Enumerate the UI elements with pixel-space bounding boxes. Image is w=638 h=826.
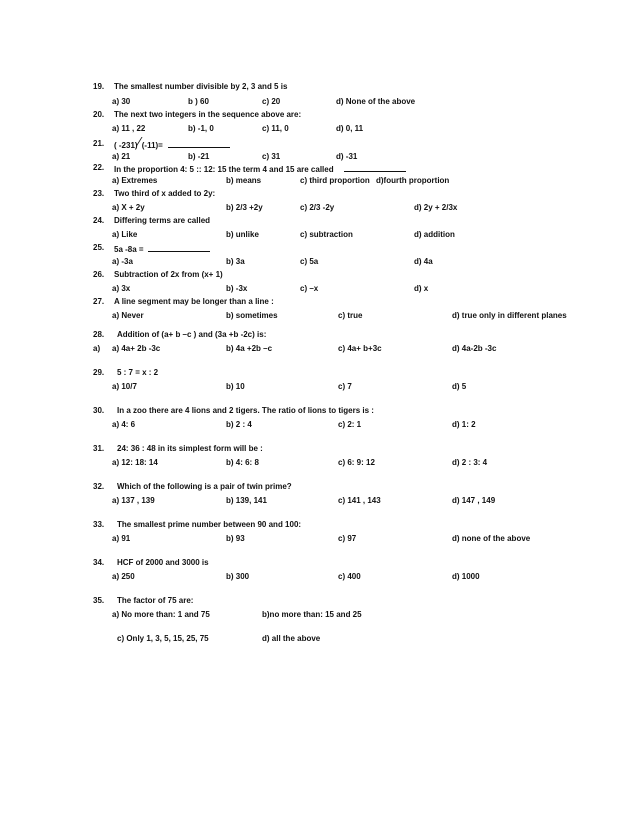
option-d: d) 4a [414,257,433,266]
option-d: d) x [414,284,429,293]
option-b: b) 10 [226,382,245,391]
option-c: c) 5a [300,257,319,266]
option-c: c) 141 , 143 [338,496,381,505]
question-number: 20. [93,110,105,119]
option-a: a) 4a+ 2b -3c [112,344,161,353]
option-c: c) subtraction [300,230,353,239]
option-c: c) 2/3 -2y [300,203,335,212]
option-a: a) -3a [112,257,133,266]
question-text: 5a -8a = [114,243,210,255]
question-text: Which of the following is a pair of twin prime? [117,482,292,491]
option-b: b) 3a [226,257,245,266]
question-number: 25. [93,243,105,252]
option-d: d) addition [414,230,455,239]
question-number: 21. [93,139,105,148]
question-text [114,134,230,151]
option-a: a) X + 2y [112,203,145,212]
option-a: a) 12: 18: 14 [112,458,158,467]
question-number: 28. [93,330,105,339]
option-d: d) 1: 2 [452,420,476,429]
option-d: d) 2 : 3: 4 [452,458,488,467]
option-b: b) -1, 0 [188,124,214,133]
option-b: b) sometimes [226,311,278,320]
option-d: d) none of the above [452,534,531,543]
option-a: a) 250 [112,572,135,581]
option-b: b) -21 [188,152,210,161]
question-text: Subtraction of 2x from (x+ 1) [114,270,223,279]
option-b: b) unlike [226,230,259,239]
question-number: 35. [93,596,105,605]
option-d: d) 147 , 149 [452,496,496,505]
option-b: b) -3x [226,284,248,293]
question-text: A line segment may be longer than a line : [114,297,274,306]
question-number: 29. [93,368,105,377]
option-a: a) Extremes [112,176,158,185]
option-d: d) 4a-2b -3c [452,344,497,353]
question-number: 26. [93,270,105,279]
question-number: 19. [93,82,105,91]
question-text: Addition of (a+ b –c ) and (3a +b -2c) is: [117,330,267,339]
option-c: c) 6: 9: 12 [338,458,375,467]
option-d: d) -31 [336,152,358,161]
option-a-letter: a) [93,344,101,353]
option-b: b) 2 : 4 [226,420,252,429]
option-b: b) means [226,176,262,185]
option-d: d) 2y + 2/3x [414,203,458,212]
option-a: a) No more than: 1 and 75 [112,610,210,619]
option-c: c) third proportion [300,176,370,185]
option-b: b) 93 [226,534,245,543]
option-a: a) 91 [112,534,131,543]
option-b: b) 4a +2b –c [226,344,273,353]
option-a: a) Never [112,311,144,320]
option-b: b) 300 [226,572,250,581]
question-number: 24. [93,216,105,225]
question-text: The factor of 75 are: [117,596,194,605]
option-d: d) 1000 [452,572,480,581]
option-c: c) Only 1, 3, 5, 15, 25, 75 [117,634,209,643]
question-number: 23. [93,189,105,198]
question-number: 30. [93,406,105,415]
question-number: 31. [93,444,105,453]
question-number: 34. [93,558,105,567]
option-a: a) 4: 6 [112,420,136,429]
question-number: 32. [93,482,105,491]
option-b: b) 2/3 +2y [226,203,263,212]
option-d: d) true only in different planes [452,311,567,320]
answer-blank [148,243,210,252]
option-a: a) Like [112,230,138,239]
option-b: b ) 60 [188,97,209,106]
question-text: In a zoo there are 4 lions and 2 tigers. The ratio of lions to tigers is : [117,406,374,415]
option-a: a) 30 [112,97,131,106]
option-c: c) 7 [338,382,352,391]
question-text: Two third of x added to 2y: [114,189,216,198]
question-text: 5 : 7 = x : 2 [117,368,159,377]
option-c: c) 97 [338,534,357,543]
question-text: The smallest prime number between 90 and 100: [117,520,302,529]
option-c: c) 400 [338,572,361,581]
option-d: d) all the above [262,634,321,643]
question-text: The smallest number divisible by 2, 3 and 5 is [114,82,288,91]
option-c: c) 4a+ b+3c [338,344,382,353]
question-text: The next two integers in the sequence above are: [114,110,302,119]
option-a: a) 10/7 [112,382,137,391]
option-c: c) 2: 1 [338,420,362,429]
question-text: HCF of 2000 and 3000 is [117,558,209,567]
option-a: a) 21 [112,152,131,161]
answer-blank [344,163,406,172]
option-c: c) 11, 0 [262,124,289,133]
answer-blank [168,139,230,148]
option-b: b)no more than: 15 and 25 [262,610,362,619]
option-a: a) 3x [112,284,131,293]
option-a: a) 11 , 22 [112,124,146,133]
question-number: 22. [93,163,105,172]
option-b: b) 139, 141 [226,496,267,505]
dividend: ( -231) [114,141,138,150]
option-c: c) true [338,311,363,320]
question-text: In the proportion 4: 5 :: 12: 15 the term 4 and 15 are called [114,163,406,175]
option-c: c) 31 [262,152,281,161]
question-text: Differing terms are called [114,216,211,225]
divisor: (-11)= [141,141,163,150]
question-number: 27. [93,297,105,306]
option-d: d) 0, 11 [336,124,364,133]
question-text: 24: 36 : 48 in its simplest form will be : [117,444,263,453]
option-b: b) 4: 6: 8 [226,458,259,467]
option-c: c) –x [300,284,319,293]
division-slash: ⁄ [138,134,141,149]
option-d: d) 5 [452,382,467,391]
option-c: c) 20 [262,97,281,106]
option-d: d)fourth proportion [376,176,450,185]
option-d: d) None of the above [336,97,416,106]
question-number: 33. [93,520,105,529]
option-a: a) 137 , 139 [112,496,155,505]
